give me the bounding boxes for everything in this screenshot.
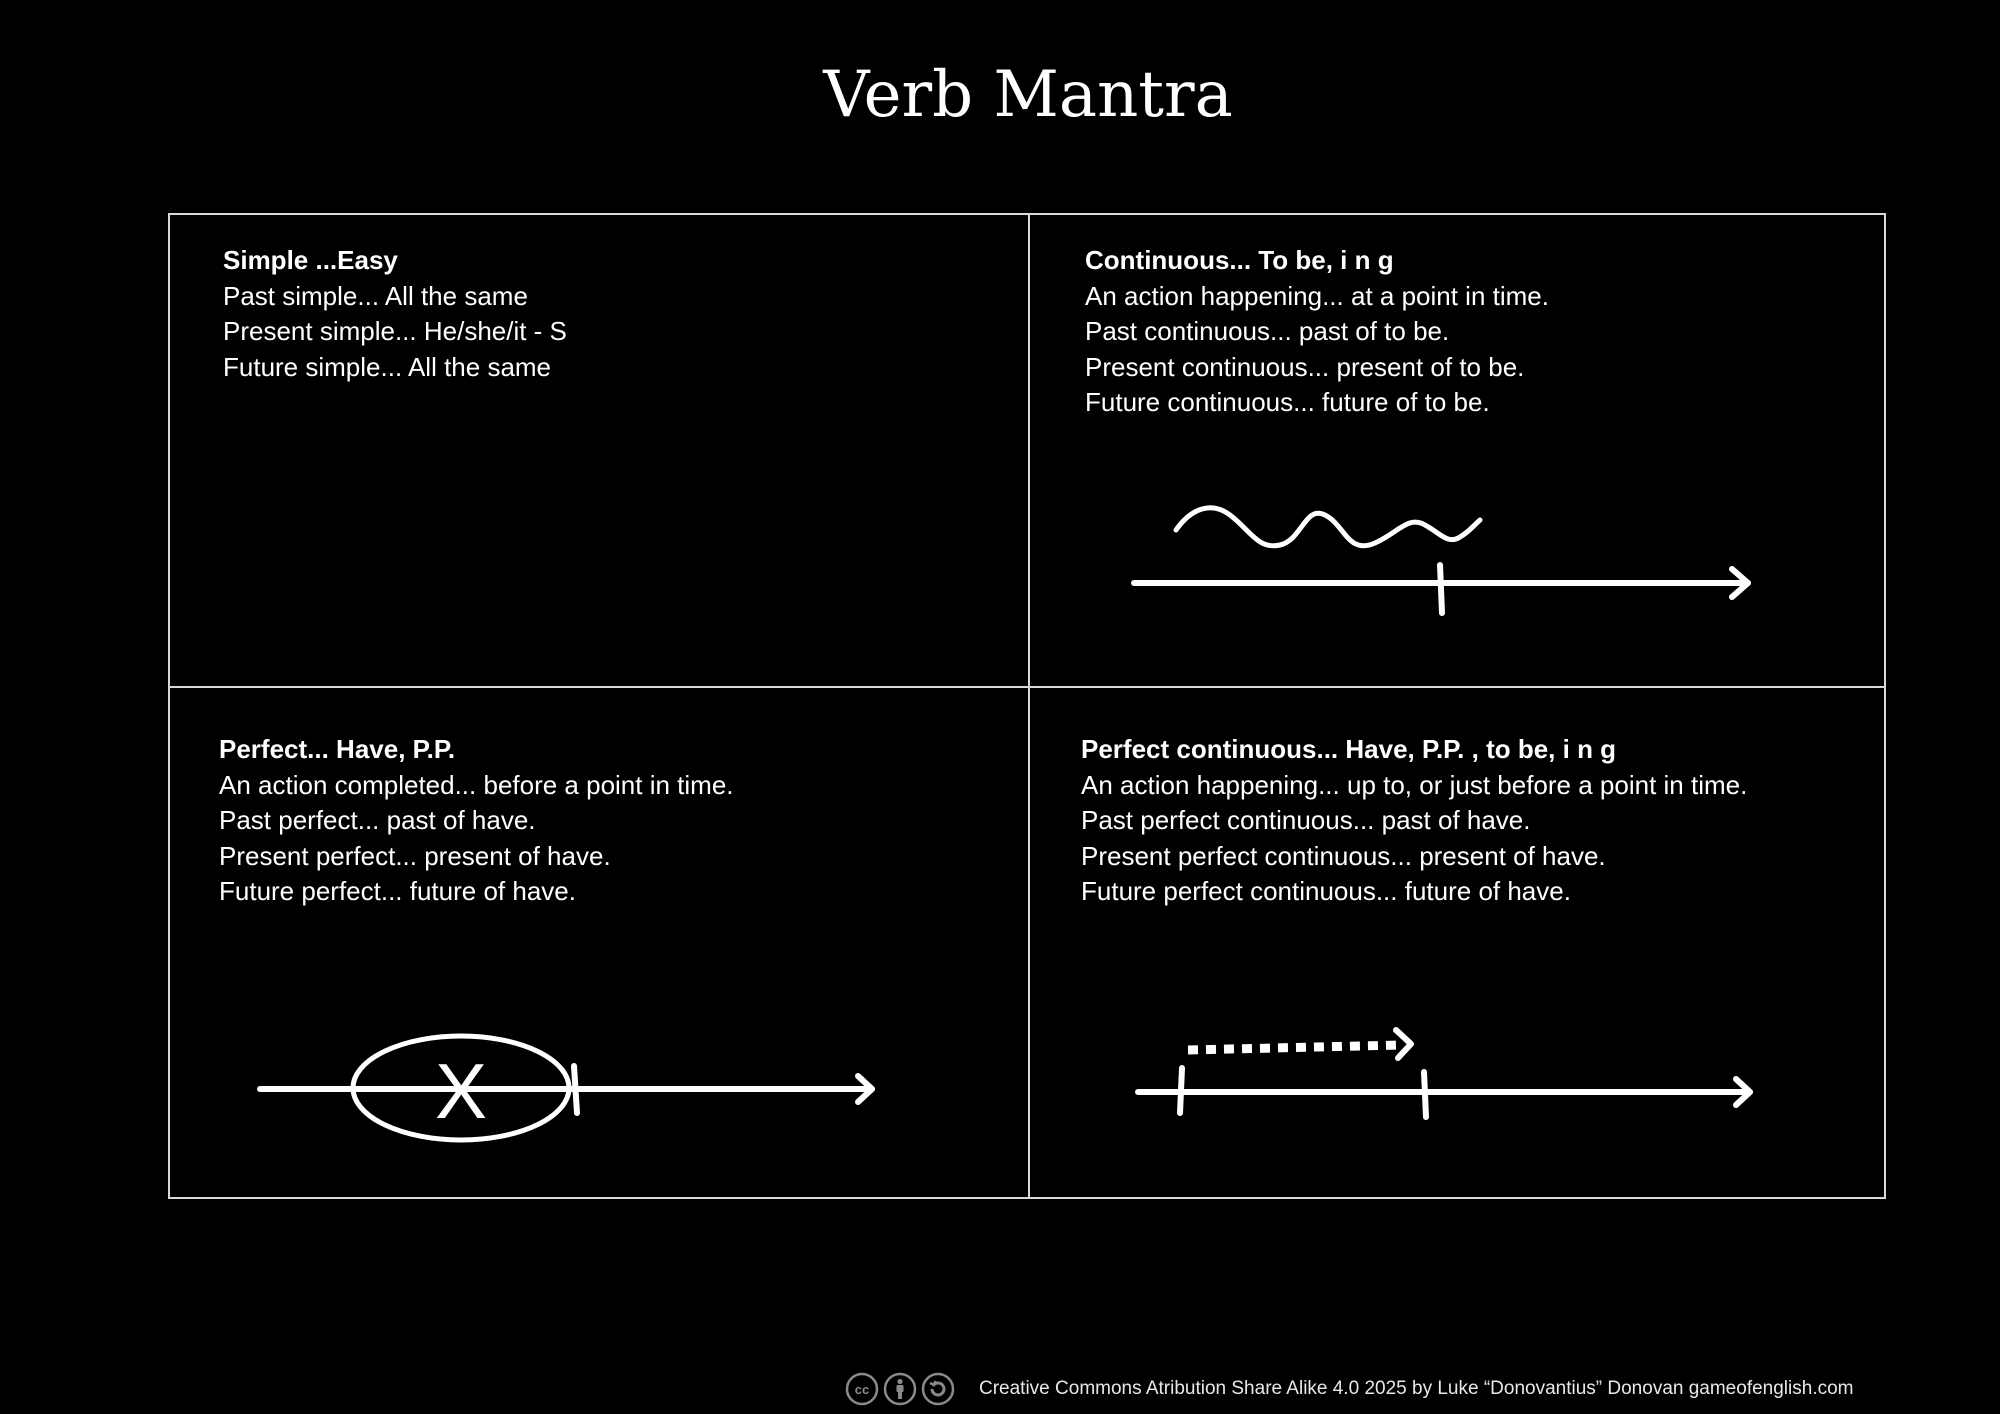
continuous-timeline-diagram — [1030, 215, 1886, 686]
perfect-line: Present perfect... present of have. — [219, 840, 611, 871]
svg-text:cc: cc — [854, 1382, 870, 1397]
cell-continuous — [1030, 215, 1886, 686]
cell-perfect-continuous — [1030, 688, 1886, 1199]
tense-grid — [168, 213, 1886, 1199]
continuous-heading: Continuous... To be, i n g — [1085, 245, 1394, 275]
dotted-action-line — [1188, 1045, 1402, 1050]
perfect-line: Past perfect... past of have. — [219, 805, 536, 835]
page-title: Verb Mantra — [823, 58, 1233, 132]
simple-line: Present simple... He/she/it - S — [223, 316, 567, 346]
wavy-action-line — [1176, 508, 1480, 546]
perfect-continuous-line: Past perfect continuous... past of have. — [1081, 805, 1531, 835]
perfect-continuous-line: An action happening... up to, or just before a point in time. — [1081, 769, 1748, 800]
perfect-line: An action completed... before a point in time. — [219, 769, 734, 800]
perfect-continuous-heading: Perfect continuous... Have, P.P. , to be, i n g — [1081, 734, 1617, 764]
simple-heading: Simple ...Easy — [223, 245, 398, 275]
perfect-line: Future perfect... future of have. — [219, 876, 576, 906]
cell-simple — [170, 215, 1028, 686]
simple-line: Future simple... All the same — [223, 351, 552, 382]
dotted-action-arrowhead — [1396, 1030, 1411, 1058]
license-text: Creative Commons Atribution Share Alike 4.0 2025 by Luke “Donovantius” Donovan gameofenglish.com — [979, 1378, 1854, 1399]
start-tick — [1180, 1068, 1182, 1113]
simple-text — [223, 243, 567, 385]
continuous-line: Past continuous... past of to be. — [1085, 316, 1450, 346]
completed-mark: X — [434, 1047, 488, 1135]
point-in-time-tick — [1424, 1072, 1426, 1117]
perfect-continuous-line: Future perfect continuous... future of have. — [1081, 876, 1571, 906]
point-in-time-tick — [1440, 565, 1442, 613]
simple-line: Past simple... All the same — [223, 280, 528, 311]
perfect-timeline-diagram — [170, 688, 1028, 1199]
perfect-continuous-line: Present perfect continuous... present of have. — [1081, 840, 1606, 871]
license-footer — [845, 1372, 1853, 1406]
by-icon — [883, 1372, 917, 1406]
continuous-line: Future continuous... future of to be. — [1085, 387, 1490, 417]
license-icons — [845, 1372, 959, 1406]
continuous-line: An action happening... at a point in time. — [1085, 280, 1549, 311]
continuous-line: Present continuous... present of to be. — [1085, 351, 1525, 382]
point-in-time-tick — [574, 1066, 577, 1113]
sa-icon — [921, 1372, 955, 1406]
perfect-heading: Perfect... Have, P.P. — [219, 734, 456, 764]
cc-icon — [845, 1372, 879, 1406]
perfect-continuous-timeline-diagram — [1030, 688, 1886, 1199]
cell-perfect — [170, 688, 1028, 1199]
